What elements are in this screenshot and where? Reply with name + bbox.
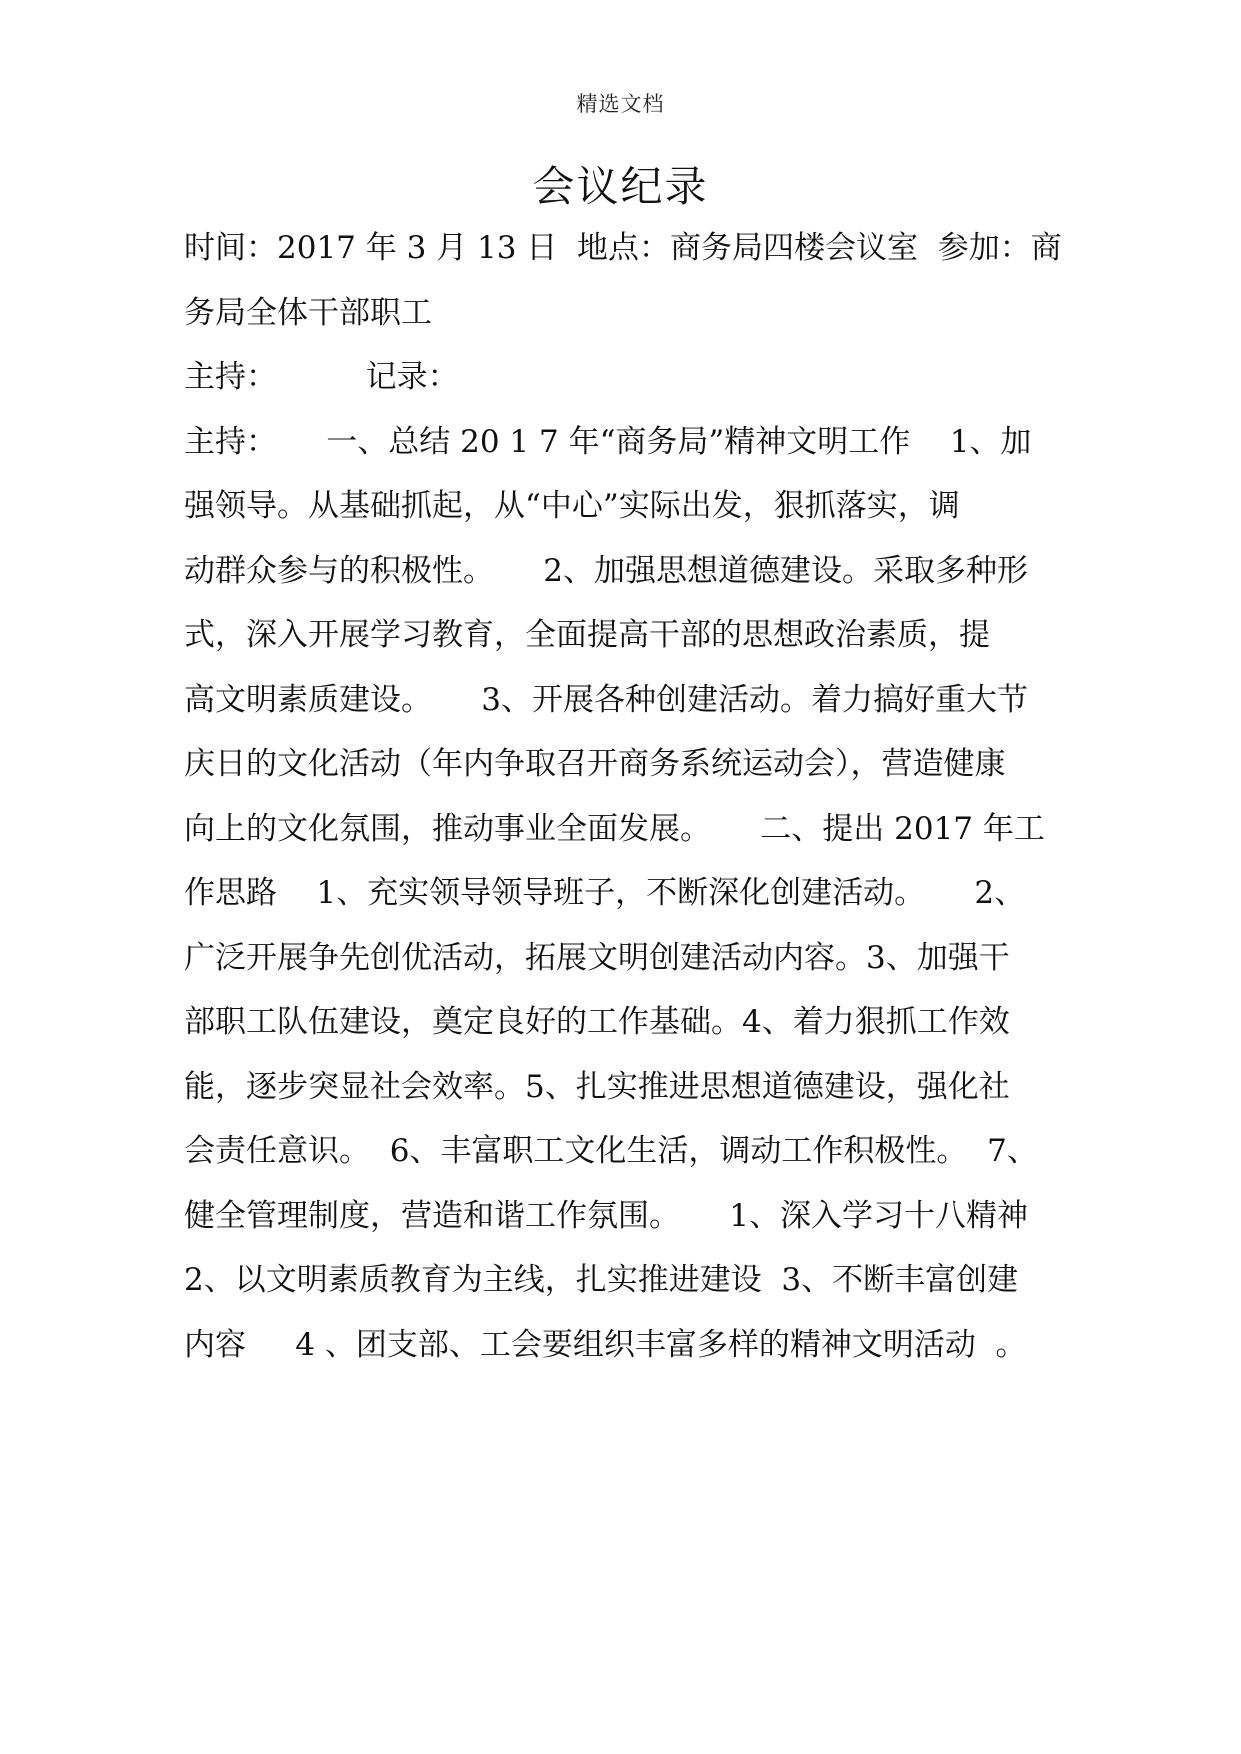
text-line: 庆日的文化活动（年内争取召开商务系统运动会），营造健康 bbox=[184, 746, 1006, 782]
page-header: 精选文档 bbox=[576, 92, 665, 116]
text-line: 高文明素质建设。 3、开展各种创建活动。着力搞好重大节 bbox=[184, 681, 1028, 718]
text-line: 向上的文化氛围，推动事业全面发展。 二、提出 2017 年工 bbox=[184, 810, 1045, 847]
document-title: 会议纪录 bbox=[532, 162, 709, 211]
text-line: 强领导。从基础抓起，从“中心”实际出发，狠抓落实，调 bbox=[184, 488, 960, 524]
text-line: 式，深入开展学习教育，全面提高干部的思想政治素质，提 bbox=[184, 617, 990, 653]
text-line: 健全管理制度，营造和谐工作氛围。 1、深入学习十八精神 bbox=[184, 1197, 1028, 1234]
text-line: 内容 4 、团支部、工会要组织丰富多样的精神文明活动 。 bbox=[184, 1326, 1027, 1363]
text-line: 能，逐步突显社会效率。5、扎实推进思想道德建设，强化社 bbox=[184, 1068, 1010, 1105]
meeting-minutes-body bbox=[184, 216, 1064, 1377]
text-line: 部职工队伍建设，奠定良好的工作基础。4、着力狠抓工作效 bbox=[184, 1004, 1010, 1040]
text-line: 广泛开展争先创优活动，拓展文明创建活动内容。3、加强干 bbox=[184, 939, 1010, 976]
text-line: 会责任意识。 6、丰富职工文化生活，调动工作积极性。 7、 bbox=[184, 1133, 1038, 1169]
text-line: 2、以文明素质教育为主线，扎实推进建设 3、不断丰富创建 bbox=[184, 1262, 1019, 1298]
text-line: 主持： 一、总结 20 1 7 年“商务局”精神文明工作 1、加 bbox=[184, 423, 1032, 460]
text-line: 主持： 记录： bbox=[184, 359, 459, 395]
text-line: 作思路 1、充实领导领导班子，不断深化创建活动。 2、 bbox=[184, 875, 1026, 911]
text-line: 动群众参与的积极性。 2、加强思想道德建设。采取多种形 bbox=[184, 552, 1028, 589]
text-line: 时间：2017 年 3 月 13 日 地点：商务局四楼会议室 参加：商 bbox=[184, 230, 1062, 266]
text-line: 务局全体干部职工 bbox=[184, 294, 432, 331]
